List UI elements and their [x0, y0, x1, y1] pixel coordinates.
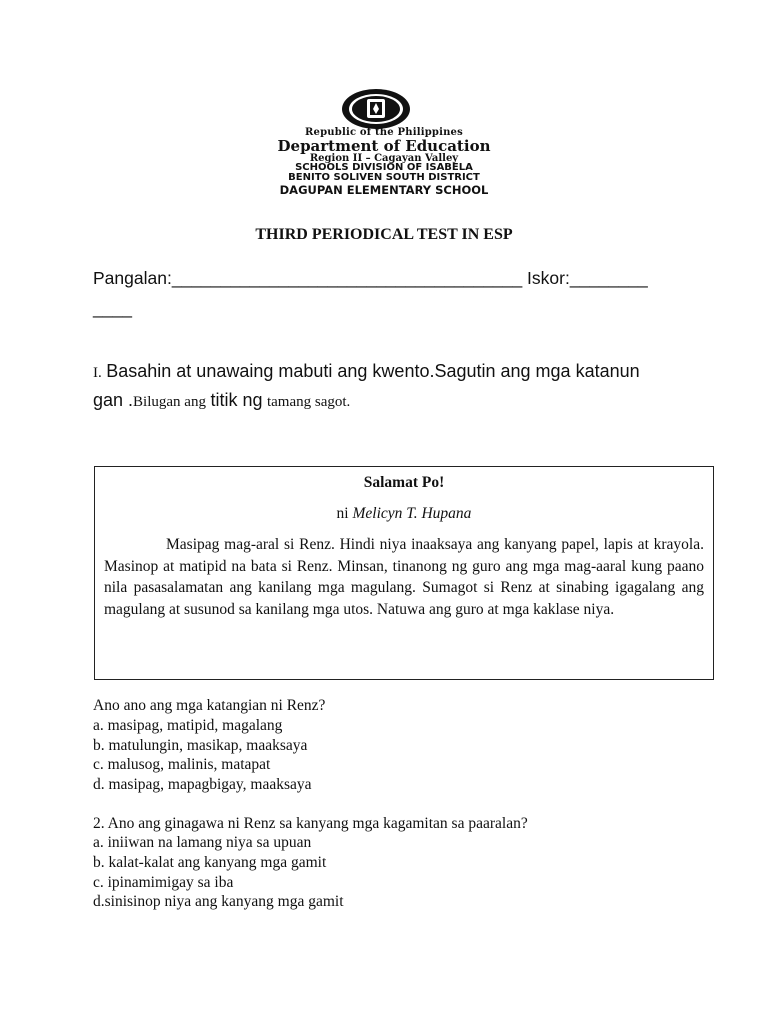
story-author-name: Melicyn T. Hupana — [352, 505, 472, 522]
story-title: Salamat Po! — [363, 474, 445, 491]
deped-seal-logo — [341, 88, 411, 130]
story-author — [94, 505, 714, 523]
instructions-text-2b: Bilugan ang — [133, 394, 206, 410]
question-2: 2. Ano ang ginagawa ni Renz sa kanyang mga kagamitan sa paaralan? — [93, 815, 528, 832]
question-1-choice-a[interactable]: a. masipag, matipid, magalang — [93, 717, 283, 734]
question-1-choice-d[interactable]: d. masipag, mapagbigay, maaksaya — [93, 776, 312, 793]
question-1-choice-b[interactable]: b. matulungin, masikap, maaksaya — [93, 737, 308, 754]
header-school: DAGUPAN ELEMENTARY SCHOOL — [279, 183, 489, 197]
instructions-text-1: Basahin at unawaing mabuti ang kwento.Sagutin ang mga katanun — [106, 361, 640, 381]
header-district: BENITO SOLIVEN SOUTH DISTRICT — [288, 172, 480, 183]
name-score-line[interactable]: Pangalan:____________________________________ Iskor:________ — [93, 268, 648, 288]
section-number: I. — [93, 365, 102, 381]
header-division: SCHOOLS DIVISION OF ISABELA — [295, 162, 473, 173]
header-department: Department of Education — [277, 137, 491, 155]
question-1-choice-c[interactable]: c. malusog, malinis, matapat — [93, 756, 271, 773]
instructions-text-2d: tamang sagot. — [266, 394, 351, 410]
instructions-line-1 — [93, 361, 640, 382]
instructions-text-2a: gan . — [93, 390, 134, 410]
instructions-line-2 — [93, 390, 350, 411]
header-region: Region II – Cagayan Valley — [309, 153, 459, 164]
story-by: ni — [336, 505, 349, 522]
question-2-choice-c[interactable]: c. ipinamimigay sa iba — [93, 874, 234, 891]
question-2-choice-a[interactable]: a. iniiwan na lamang niya sa upuan — [93, 834, 312, 851]
header-republic: Republic of the Philippines — [305, 127, 463, 138]
question-1: Ano ano ang mga katangian ni Renz? — [93, 697, 326, 714]
instructions-text-2c: titik ng — [210, 390, 263, 410]
score-line-continuation[interactable]: ____ — [93, 298, 132, 318]
story-body: Masipag mag-aral si Renz. Hindi niya inaaksaya ang kanyang papel, lapis at krayola. Masinop at matipid na bata si Renz. Minsan, tinanong ng guro ang mga mag-aaral kung paano nila pasasalamatan ang kanilang mga magulang. Sumagot si Renz at sinabing igagalang ang magulang at susunod sa kanilang mga utos. Natuwa ang guro at mga kaklase niya. — [104, 536, 704, 618]
question-2-choice-b[interactable]: b. kalat-kalat ang kanyang mga gamit — [93, 854, 327, 871]
test-title: THIRD PERIODICAL TEST IN ESP — [255, 226, 513, 243]
question-2-choice-d[interactable]: d.sinisinop niya ang kanyang mga gamit — [93, 893, 344, 910]
